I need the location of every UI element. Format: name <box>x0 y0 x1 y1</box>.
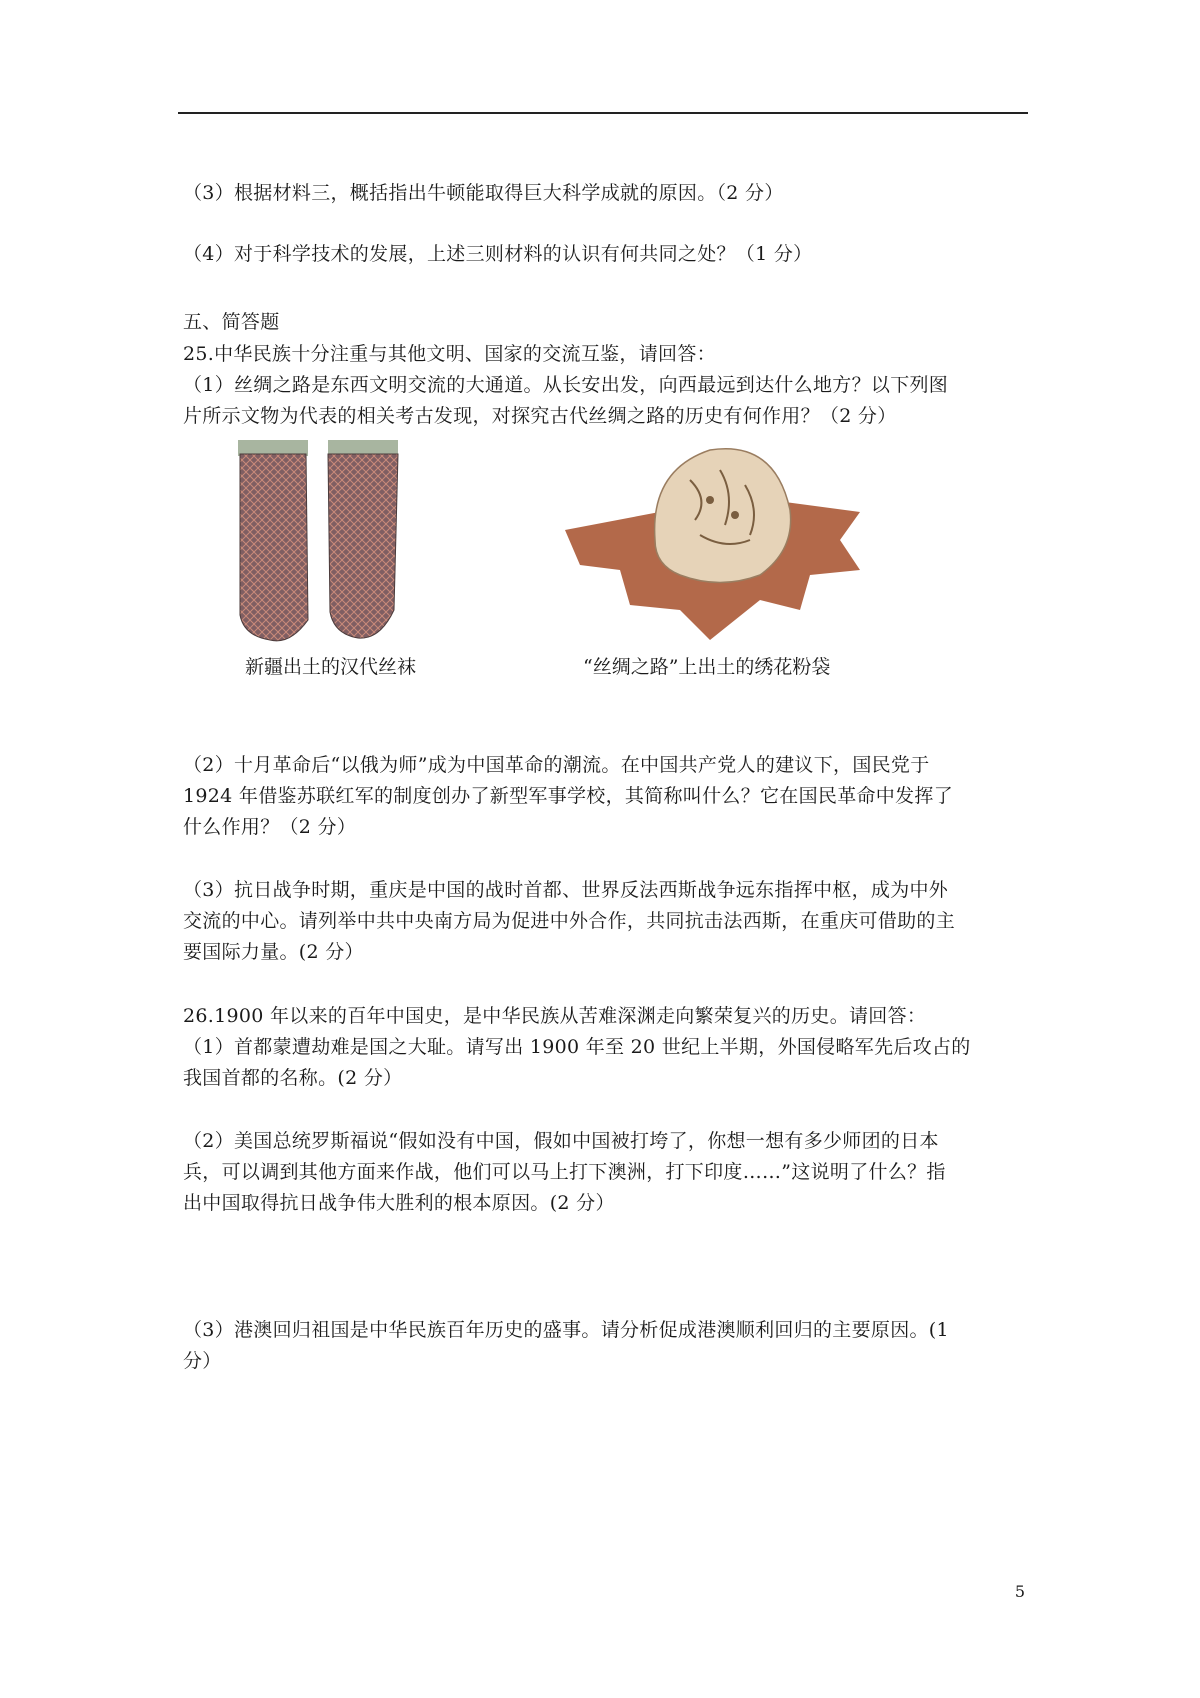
q24-item3: （3）根据材料三，概括指出牛顿能取得巨大科学成就的原因。（2 分） <box>183 182 784 204</box>
q25-item2-line3: 什么作用？（2 分） <box>183 816 357 838</box>
q25-item2-line2: 1924 年借鉴苏联红军的制度创办了新型军事学校，其简称叫什么？它在国民革命中发挥了 <box>183 785 953 807</box>
q25-item3-line3: 要国际力量。(2 分） <box>183 941 364 963</box>
q25-item3-line2: 交流的中心。请列举中共中央南方局为促进中外合作，共同抗击法西斯，在重庆可借助的主 <box>183 910 956 932</box>
q25-item1-line1: （1）丝绸之路是东西文明交流的大通道。从长安出发，向西最远到达什么地方？以下列图 <box>183 374 949 396</box>
q26-item3-line2: 分） <box>183 1350 222 1372</box>
figure-caption-powder-bag: “丝绸之路”上出土的绣花粉袋 <box>583 656 831 678</box>
figure-caption-silk-socks: 新疆出土的汉代丝袜 <box>245 656 417 678</box>
section-title: 五、简答题 <box>183 311 280 333</box>
page-number: 5 <box>1014 1582 1025 1601</box>
q26-item2-line1: （2）美国总统罗斯福说“假如没有中国，假如中国被打垮了，你想一想有多少师团的日本 <box>183 1130 939 1152</box>
q26-item3-line1: （3）港澳回归祖国是中华民族百年历史的盛事。请分析促成港澳顺利回归的主要原因。(1 <box>183 1319 949 1341</box>
q25-item2-line1: （2）十月革命后“以俄为师”成为中国革命的潮流。在中国共产党人的建议下，国民党于 <box>183 754 930 776</box>
q25-item1-line2: 片所示文物为代表的相关考古发现，对探究古代丝绸之路的历史有何作用？（2 分） <box>183 405 897 427</box>
q26-item2-line3: 出中国取得抗日战争伟大胜利的根本原因。(2 分） <box>183 1192 615 1214</box>
q25-stem: 25.中华民族十分注重与其他文明、国家的交流互鉴，请回答： <box>183 343 716 365</box>
q24-item4: （4）对于科学技术的发展，上述三则材料的认识有何共同之处？（1 分） <box>183 243 813 265</box>
q26-item2-line2: 兵，可以调到其他方面来作战，他们可以马上打下澳洲，打下印度……”这说明了什么？指 <box>183 1161 946 1183</box>
q26-item1-line2: 我国首都的名称。(2 分） <box>183 1067 403 1089</box>
silk-socks-image <box>230 440 412 654</box>
embroidered-bag-image <box>560 440 880 654</box>
q26-stem: 26.1900 年以来的百年中国史，是中华民族从苦难深渊走向繁荣复兴的历史。请回答： <box>183 1005 927 1027</box>
q26-item1-line1: （1）首都蒙遭劫难是国之大耻。请写出 1900 年至 20 世纪上半期，外国侵略军先后攻占的 <box>183 1036 971 1058</box>
header-rule <box>178 112 1028 114</box>
q25-item3-line1: （3）抗日战争时期，重庆是中国的战时首都、世界反法西斯战争远东指挥中枢，成为中外 <box>183 879 949 901</box>
